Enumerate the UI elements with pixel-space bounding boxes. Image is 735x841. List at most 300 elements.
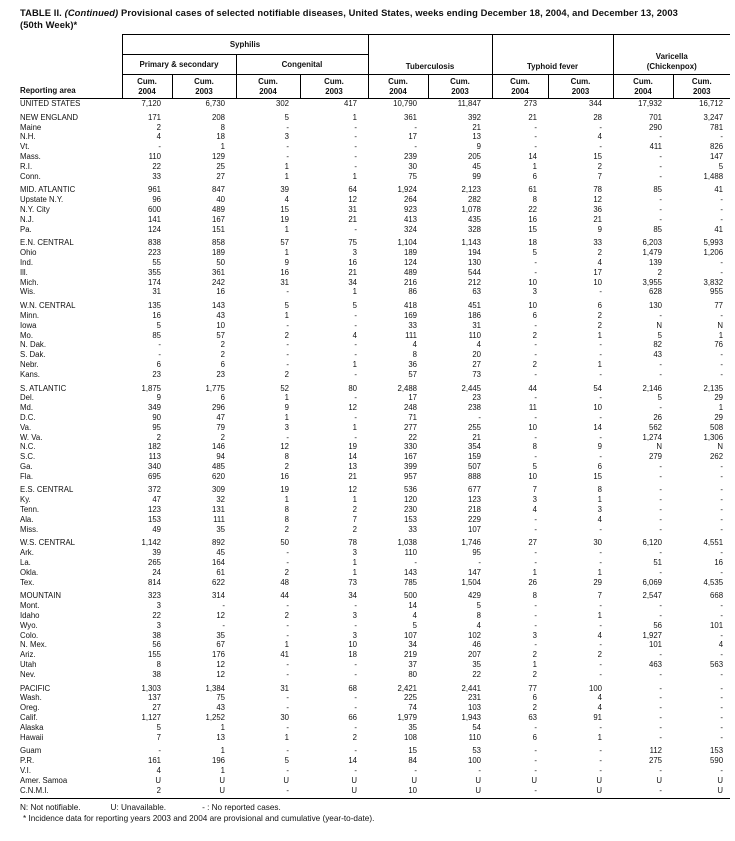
value-cell: U xyxy=(717,785,724,795)
value-cell: - xyxy=(659,650,663,660)
reporting-area-cell: Nev. xyxy=(20,669,36,679)
value-cell: 219 xyxy=(404,650,418,660)
value-cell: 49 xyxy=(152,524,161,534)
value-cell: 30 xyxy=(593,538,603,548)
table-row xyxy=(20,611,730,621)
value-cell: U xyxy=(475,785,482,795)
value-cell: 372 xyxy=(147,485,161,495)
reporting-area-cell: La. xyxy=(20,558,31,568)
value-cell: 41 xyxy=(714,224,724,234)
value-cell: 1 xyxy=(352,495,358,505)
value-cell: - xyxy=(354,151,358,161)
value-cell: 1 xyxy=(352,558,358,568)
reporting-area-cell: Ky. xyxy=(20,495,31,505)
value-cell: U xyxy=(219,775,225,785)
value-cell: - xyxy=(534,611,538,621)
value-cell: 489 xyxy=(211,204,225,214)
reporting-area-cell: N.C. xyxy=(20,442,36,452)
value-cell: 3,247 xyxy=(703,112,724,122)
value-cell: 107 xyxy=(468,524,482,534)
value-cell: 12 xyxy=(348,403,358,413)
value-cell: 48 xyxy=(280,577,289,587)
value-cell: - xyxy=(534,350,538,360)
value-cell: 2 xyxy=(597,310,603,320)
value-cell: - xyxy=(659,214,663,224)
value-cell: 77 xyxy=(714,301,724,311)
reporting-area-cell: Wyo. xyxy=(20,620,38,630)
value-cell: 218 xyxy=(468,505,482,515)
value-cell: 80 xyxy=(408,669,418,679)
value-cell: 9 xyxy=(597,442,603,452)
value-cell: 10 xyxy=(593,277,603,287)
value-cell: 5 xyxy=(284,756,289,766)
value-cell: - xyxy=(720,369,724,379)
value-cell: 39 xyxy=(280,185,289,195)
value-cell: 108 xyxy=(404,732,418,742)
value-cell: 56 xyxy=(152,640,161,650)
value-cell: 47 xyxy=(152,495,161,505)
value-cell: 3 xyxy=(156,620,161,630)
value-cell: - xyxy=(354,393,358,403)
value-cell: 1,252 xyxy=(205,713,225,723)
value-cell: 5 xyxy=(284,301,289,311)
value-cell: 2 xyxy=(284,611,289,621)
reporting-area-cell: Ala. xyxy=(20,514,34,524)
value-cell: 2,441 xyxy=(461,683,482,693)
header-row-groups xyxy=(20,35,730,55)
value-cell: 23 xyxy=(152,369,161,379)
value-cell: 2 xyxy=(532,330,538,340)
value-cell: 2 xyxy=(284,567,289,577)
table-row xyxy=(20,525,730,535)
value-cell: 143 xyxy=(404,567,418,577)
value-cell: 147 xyxy=(710,151,724,161)
table-row xyxy=(20,403,730,413)
notifiable-diseases-table xyxy=(20,34,730,795)
value-cell: 12 xyxy=(348,485,358,495)
value-cell: 33 xyxy=(593,238,603,248)
value-cell: - xyxy=(599,369,603,379)
cum-col-header: Cum. 2004 xyxy=(236,75,300,99)
value-cell: - xyxy=(659,195,663,205)
value-cell: 8 xyxy=(476,611,482,621)
value-cell: 590 xyxy=(710,756,724,766)
value-cell: N xyxy=(656,442,663,452)
value-cell: - xyxy=(286,122,289,132)
cum-col-header: Cum. 2004 xyxy=(613,75,673,99)
reporting-area-cell: Maine xyxy=(20,122,42,132)
value-cell: 18 xyxy=(348,650,358,660)
value-cell: 5 xyxy=(532,248,538,258)
value-cell: 230 xyxy=(404,505,418,515)
value-cell: 6 xyxy=(532,171,538,181)
value-cell: 290 xyxy=(649,122,663,132)
value-cell: - xyxy=(720,766,724,775)
value-cell: - xyxy=(286,151,289,161)
value-cell: 123 xyxy=(468,495,482,505)
value-cell: 957 xyxy=(404,471,418,481)
value-cell: 16 xyxy=(528,214,538,224)
value-cell: 1 xyxy=(284,310,289,320)
table-row xyxy=(20,321,730,331)
value-cell: - xyxy=(599,756,603,766)
value-cell: - xyxy=(158,142,161,152)
value-cell: 130 xyxy=(649,301,663,311)
value-cell: 5 xyxy=(156,320,161,330)
value-cell: 139 xyxy=(649,257,663,267)
value-cell: 8 xyxy=(284,452,289,462)
value-cell: 1 xyxy=(352,171,358,181)
footnote-divider xyxy=(20,798,730,799)
value-cell: 1 xyxy=(597,330,603,340)
value-cell: 4 xyxy=(156,132,161,142)
footnote-incidence: * Incidence data for reporting years 2003 and 2004 are provisional and cumulative (year-to-date). xyxy=(23,813,375,823)
value-cell: - xyxy=(599,766,603,775)
cum-col-header: Cum. 2003 xyxy=(673,75,730,99)
value-cell: 279 xyxy=(649,452,663,462)
value-cell: 137 xyxy=(147,693,161,703)
value-cell: 61 xyxy=(216,567,225,577)
value-cell: 131 xyxy=(211,505,225,515)
value-cell: 2 xyxy=(284,524,289,534)
reporting-area-cell: Hawaii xyxy=(20,732,44,742)
value-cell: 314 xyxy=(211,591,225,601)
value-cell: 51 xyxy=(653,558,663,568)
value-cell: - xyxy=(659,151,663,161)
value-cell: - xyxy=(599,558,603,568)
value-cell: 10 xyxy=(528,301,538,311)
value-cell: - xyxy=(286,746,289,756)
value-cell: 10 xyxy=(593,403,603,413)
value-cell: 6 xyxy=(220,393,225,403)
value-cell: - xyxy=(720,267,724,277)
reporting-area-cell: S. Dak. xyxy=(20,350,46,360)
reporting-area-cell: MID. ATLANTIC xyxy=(20,185,76,195)
value-cell: 668 xyxy=(710,591,724,601)
reporting-area-cell: Amer. Samoa xyxy=(20,775,68,785)
value-cell: 14 xyxy=(593,422,603,432)
value-cell: 41 xyxy=(714,185,724,195)
value-cell: 273 xyxy=(524,99,538,108)
reporting-area-cell: Tex. xyxy=(20,577,35,587)
value-cell: - xyxy=(286,142,289,152)
value-cell: 4 xyxy=(476,620,482,630)
table-row xyxy=(20,162,730,172)
reporting-area-cell: Oreg. xyxy=(20,703,40,713)
value-cell: 2,488 xyxy=(397,383,418,393)
value-cell: 176 xyxy=(211,650,225,660)
value-cell: - xyxy=(354,122,358,132)
value-cell: - xyxy=(720,524,724,534)
value-cell: - xyxy=(534,766,538,775)
cum-col-header: Cum. 2004 xyxy=(368,75,428,99)
value-cell: 22 xyxy=(152,161,161,171)
value-cell: 255 xyxy=(468,422,482,432)
value-cell: 68 xyxy=(348,683,358,693)
value-cell: - xyxy=(158,350,161,360)
value-cell: 55 xyxy=(152,257,161,267)
value-cell: 16 xyxy=(280,471,289,481)
reporting-area-cell: C.N.M.I. xyxy=(20,785,49,795)
reporting-area-cell: Minn. xyxy=(20,310,40,320)
value-cell: 22 xyxy=(472,669,482,679)
value-cell: 1 xyxy=(220,142,225,152)
reporting-area-cell: Pa. xyxy=(20,224,32,234)
value-cell: 10 xyxy=(408,785,418,795)
value-cell: - xyxy=(354,660,358,670)
value-cell: 6 xyxy=(532,693,538,703)
value-cell: 47 xyxy=(216,412,225,422)
value-cell: 7 xyxy=(532,485,538,495)
value-cell: 1,943 xyxy=(461,713,482,723)
reporting-area-cell: S. ATLANTIC xyxy=(20,383,67,393)
value-cell: 56 xyxy=(653,620,663,630)
region-row xyxy=(20,99,730,109)
value-cell: 12 xyxy=(593,195,603,205)
value-cell: 4,535 xyxy=(703,577,724,587)
value-cell: - xyxy=(599,524,603,534)
value-cell: - xyxy=(599,601,603,611)
value-cell: 2,123 xyxy=(461,185,482,195)
table-row xyxy=(20,495,730,505)
value-cell: U xyxy=(351,775,358,785)
value-cell: 223 xyxy=(147,248,161,258)
value-cell: - xyxy=(720,195,724,205)
value-cell: 153 xyxy=(404,514,418,524)
value-cell: 66 xyxy=(348,713,358,723)
value-cell: 1,078 xyxy=(461,204,482,214)
value-cell: - xyxy=(286,432,289,442)
reporting-area-cell: Mass. xyxy=(20,151,41,161)
reporting-area-cell: NEW ENGLAND xyxy=(20,112,79,122)
value-cell: 107 xyxy=(404,630,418,640)
value-cell: - xyxy=(720,722,724,732)
reporting-area-cell: Conn. xyxy=(20,171,41,181)
value-cell: - xyxy=(720,485,724,495)
value-cell: 15 xyxy=(593,471,603,481)
value-cell: 147 xyxy=(468,567,482,577)
value-cell: 277 xyxy=(404,422,418,432)
value-cell: 13 xyxy=(472,132,482,142)
value-cell: 1 xyxy=(597,732,603,742)
value-cell: 96 xyxy=(152,195,161,205)
value-cell: - xyxy=(599,640,603,650)
value-cell: - xyxy=(720,601,724,611)
value-cell: 2 xyxy=(220,432,225,442)
reporting-area-cell: V.I. xyxy=(20,766,31,775)
value-cell: 838 xyxy=(147,238,161,248)
value-cell: 14 xyxy=(408,601,418,611)
cum-col-header: Cum. 2004 xyxy=(492,75,548,99)
value-cell: 262 xyxy=(710,452,724,462)
value-cell: - xyxy=(354,132,358,142)
value-cell: 6 xyxy=(156,359,161,369)
value-cell: - xyxy=(354,703,358,713)
value-cell: 19 xyxy=(280,485,289,495)
value-cell: 44 xyxy=(280,591,289,601)
value-cell: 112 xyxy=(649,746,663,756)
value-cell: 6 xyxy=(532,732,538,742)
value-cell: 10 xyxy=(528,277,538,287)
value-cell: 5 xyxy=(657,393,663,403)
value-cell: 14 xyxy=(348,452,358,462)
value-cell: 489 xyxy=(404,267,418,277)
value-cell: 77 xyxy=(528,683,538,693)
value-cell: - xyxy=(478,766,482,775)
value-cell: - xyxy=(659,713,663,723)
value-cell: 57 xyxy=(280,238,289,248)
reporting-area-cell: N.Y. City xyxy=(20,204,50,214)
value-cell: - xyxy=(354,142,358,152)
table-row xyxy=(20,258,730,268)
value-cell: 216 xyxy=(404,277,418,287)
value-cell: 4 xyxy=(597,514,603,524)
value-cell: 110 xyxy=(404,548,418,558)
value-cell: - xyxy=(720,630,724,640)
value-cell: 129 xyxy=(211,151,225,161)
reporting-area-cell: UNITED STATES xyxy=(20,99,81,108)
value-cell: 248 xyxy=(404,403,418,413)
value-cell: 141 xyxy=(147,214,161,224)
value-cell: 330 xyxy=(404,442,418,452)
value-cell: 16 xyxy=(280,267,289,277)
value-cell: 15 xyxy=(280,204,289,214)
value-cell: - xyxy=(599,432,603,442)
table-row xyxy=(20,278,730,288)
reporting-area-cell: Colo. xyxy=(20,630,39,640)
value-cell: 2 xyxy=(597,248,603,258)
title-text: Provisional cases of selected notifiable diseases, United States, weeks ending December 18, 2004, and December 13, 2003 xyxy=(121,7,678,18)
value-cell: 1 xyxy=(352,287,358,297)
table-row xyxy=(20,370,730,380)
value-cell: 7 xyxy=(352,514,358,524)
reporting-area-cell: Ill. xyxy=(20,267,28,277)
table-row xyxy=(20,640,730,650)
value-cell: 508 xyxy=(710,422,724,432)
value-cell: 4,551 xyxy=(703,538,724,548)
value-cell: 1 xyxy=(284,412,289,422)
reporting-area-cell: Calif. xyxy=(20,713,38,723)
value-cell: - xyxy=(534,320,538,330)
value-cell: 1 xyxy=(352,112,358,122)
value-cell: 892 xyxy=(211,538,225,548)
value-cell: - xyxy=(534,267,538,277)
table-row xyxy=(20,703,730,713)
value-cell: - xyxy=(720,683,724,693)
reporting-area-cell: Md. xyxy=(20,403,33,413)
value-cell: - xyxy=(599,620,603,630)
value-cell: 1 xyxy=(532,567,538,577)
value-cell: 411 xyxy=(649,142,663,152)
value-cell: 57 xyxy=(216,330,225,340)
value-cell: 9 xyxy=(476,142,482,152)
value-cell: 35 xyxy=(216,630,225,640)
value-cell: - xyxy=(659,204,663,214)
value-cell: 36 xyxy=(408,359,418,369)
value-cell: 135 xyxy=(147,301,161,311)
reporting-area-cell: MOUNTAIN xyxy=(20,591,62,601)
value-cell: - xyxy=(720,693,724,703)
value-cell: 146 xyxy=(211,442,225,452)
value-cell: - xyxy=(286,620,289,630)
value-cell: 2 xyxy=(532,703,538,713)
value-cell: 75 xyxy=(348,238,358,248)
value-cell: 622 xyxy=(211,577,225,587)
value-cell: 6 xyxy=(532,310,538,320)
value-cell: - xyxy=(286,660,289,670)
value-cell: 43 xyxy=(216,703,225,713)
cum-col-header: Cum. 2003 xyxy=(172,75,236,99)
value-cell: - xyxy=(534,548,538,558)
value-cell: 2 xyxy=(532,650,538,660)
value-cell: U xyxy=(531,775,538,785)
reporting-area-cell: Iowa xyxy=(20,320,37,330)
value-cell: 85 xyxy=(653,224,663,234)
value-cell: - xyxy=(534,257,538,267)
value-cell: 18 xyxy=(216,132,225,142)
value-cell: 4 xyxy=(597,257,603,267)
value-cell: 50 xyxy=(280,538,289,548)
value-cell: 63 xyxy=(472,287,482,297)
value-cell: 22 xyxy=(152,611,161,621)
value-cell: 17 xyxy=(408,393,418,403)
value-cell: 27 xyxy=(528,538,538,548)
value-cell: 143 xyxy=(211,301,225,311)
value-cell: 33 xyxy=(408,320,418,330)
value-cell: 15 xyxy=(528,224,538,234)
value-cell: 182 xyxy=(147,442,161,452)
value-cell: 923 xyxy=(404,204,418,214)
value-cell: 63 xyxy=(528,713,538,723)
table-row xyxy=(20,172,730,182)
value-cell: 2 xyxy=(284,461,289,471)
value-cell: 21 xyxy=(348,214,358,224)
value-cell: 186 xyxy=(468,310,482,320)
reporting-area-cell: Mich. xyxy=(20,277,39,287)
value-cell: 95 xyxy=(152,422,161,432)
table-row xyxy=(20,215,730,225)
value-cell: 1 xyxy=(284,224,289,234)
value-cell: 1 xyxy=(597,567,603,577)
value-cell: - xyxy=(720,495,724,505)
value-cell: 4 xyxy=(476,340,482,350)
value-cell: 7 xyxy=(597,591,603,601)
value-cell: 67 xyxy=(216,640,225,650)
value-cell: 45 xyxy=(216,548,225,558)
value-cell: 1,206 xyxy=(703,248,724,258)
value-cell: 1 xyxy=(284,248,289,258)
value-cell: - xyxy=(720,567,724,577)
value-cell: 31 xyxy=(152,287,161,297)
value-cell: 463 xyxy=(649,660,663,670)
value-cell: 21 xyxy=(472,432,482,442)
value-cell: 282 xyxy=(468,195,482,205)
footnote-legend xyxy=(20,803,730,814)
value-cell: 84 xyxy=(408,756,418,766)
value-cell: - xyxy=(659,548,663,558)
cum-col-header: Cum. 2003 xyxy=(300,75,368,99)
value-cell: 562 xyxy=(649,422,663,432)
value-cell: 1 xyxy=(532,660,538,670)
value-cell: 1,488 xyxy=(703,171,724,181)
reporting-area-cell: Mont. xyxy=(20,601,40,611)
value-cell: - xyxy=(659,461,663,471)
value-cell: - xyxy=(599,142,603,152)
value-cell: 38 xyxy=(152,669,161,679)
value-cell: 82 xyxy=(653,340,663,350)
region-row xyxy=(20,538,730,548)
value-cell: 4 xyxy=(352,330,358,340)
